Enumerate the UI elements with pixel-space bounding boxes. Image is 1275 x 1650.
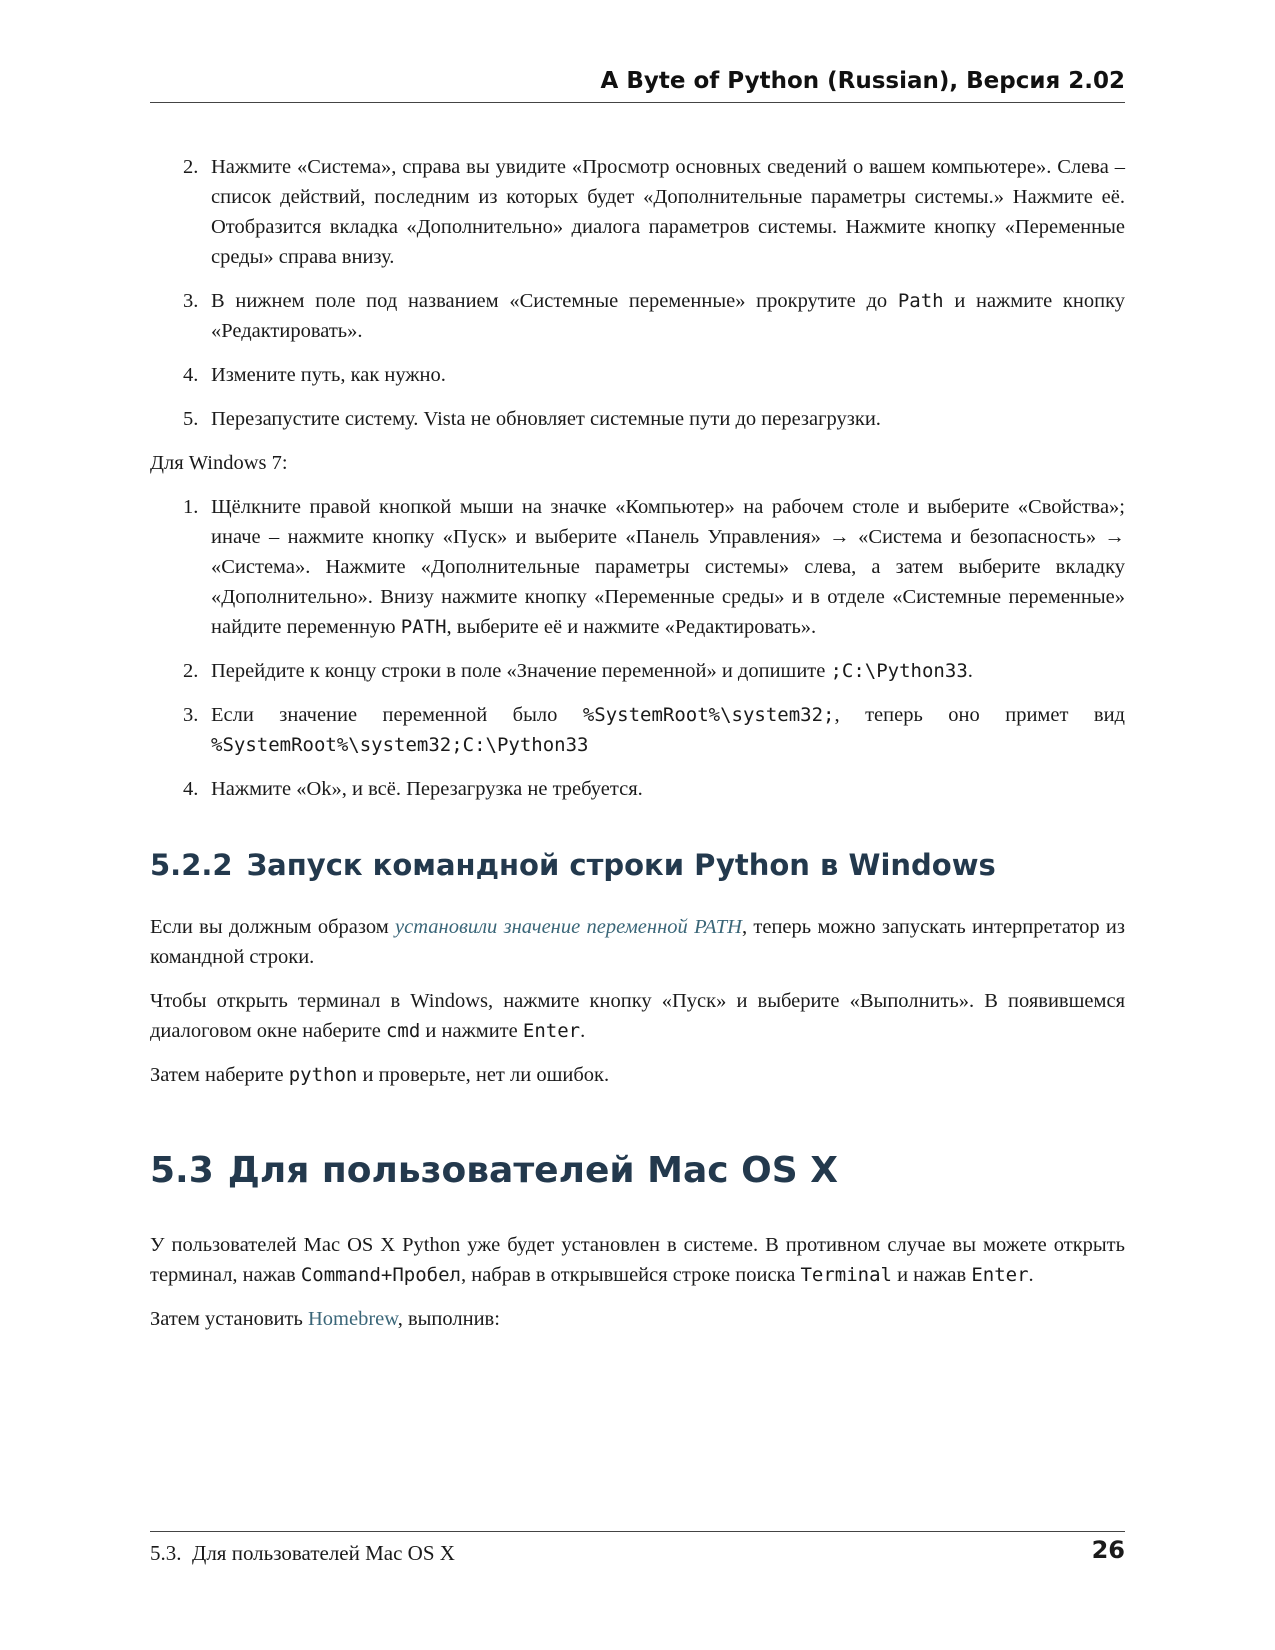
- text-run: .: [1028, 1264, 1034, 1286]
- text-run: Нажмите «Система», справа вы увидите «Просмотр основных сведений о вашем компьютере». Слева – список действий, последним из которых будет «Дополнительные параметры системы.» Нажмите её. Отобразится вкладка «Дополнительно» диалога параметров системы. Нажмите кнопку «Переменные среды» справа внизу.: [211, 156, 1125, 268]
- list-item: [150, 774, 1125, 804]
- homebrew-link[interactable]: Homebrew: [307, 1308, 398, 1330]
- list-item: [150, 492, 1125, 642]
- windows7-steps-list: [150, 492, 1125, 804]
- windows7-label: Для Windows 7:: [150, 452, 288, 474]
- inline-code: %SystemRoot%\system32;: [582, 704, 835, 726]
- text-run: и нажмите: [420, 1020, 523, 1042]
- paragraph: [150, 1304, 1125, 1334]
- section-number: 5.3: [150, 1150, 214, 1191]
- text-run: Нажмите «Ok», и всё. Перезагрузка не требуется.: [211, 778, 643, 800]
- paragraph: [150, 1230, 1125, 1290]
- text-run: , выберите её и нажмите «Редактировать».: [446, 616, 817, 638]
- section-title: Запуск командной строки Python в Windows: [246, 848, 996, 882]
- inline-code: Enter: [971, 1264, 1029, 1286]
- text-run: Перейдите к концу строки в поле «Значение переменной» и допишите: [211, 660, 831, 682]
- text-run: В нижнем поле под названием «Системные переменные» прокрутите до: [211, 290, 898, 312]
- text-run: и нажав: [891, 1264, 972, 1286]
- inline-code: %SystemRoot%\system32;C:\Python33: [211, 734, 589, 756]
- text-run: .: [967, 660, 973, 682]
- running-header: A Byte of Python (Russian), Версия 2.02: [600, 68, 1125, 94]
- text-run: Щёлкните правой кнопкой мыши на значке «Компьютер» на рабочем столе и выберите «Свойства»; иначе – нажмите кнопку «Пуск» и выберите «Панель Управления» → «Система и безопасность» → «Система». Нажмите «Дополнительные параметры системы» слева, а затем выберите вкладку «Дополнительно». Внизу нажмите кнопку «Переменные среды» и в отделе «Системные переменные» найдите переменную: [211, 496, 1125, 638]
- text-run: Измените путь, как нужно.: [211, 364, 446, 386]
- list-item-number: 4.: [183, 778, 199, 800]
- text-run: , теперь можно запускать интерпретатор из командной строки.: [150, 916, 1125, 968]
- text-run: , набрав в открывшейся строке поиска: [460, 1264, 801, 1286]
- text-run: Перезапустите систему. Vista не обновляет системные пути до перезагрузки.: [211, 408, 881, 430]
- text-run: и проверьте, нет ли ошибок.: [357, 1064, 610, 1086]
- section-5-2-2-body: [150, 912, 1125, 1090]
- document-page: [150, 0, 1125, 1650]
- text-run: , теперь оно примет вид: [834, 704, 1125, 726]
- list-item-number: 5.: [183, 408, 199, 430]
- list-item-number: 2.: [183, 156, 199, 178]
- text-run: Чтобы открыть терминал в Windows, нажмите кнопку «Пуск» и выберите «Выполнить». В появившемся диалоговом окне наберите: [150, 990, 1125, 1042]
- section-title: Для пользователей Mac OS X: [227, 1150, 838, 1191]
- footer-divider: [150, 1531, 1125, 1532]
- paragraph: [150, 1060, 1125, 1090]
- vista-steps-list: [150, 152, 1125, 434]
- text-run: Затем установить: [150, 1308, 308, 1330]
- page-number: 26: [1091, 1536, 1125, 1564]
- footer-section-title: 5.3. Для пользователей Mac OS X: [150, 1541, 455, 1565]
- list-item: [150, 152, 1125, 272]
- inline-code: cmd: [385, 1020, 421, 1042]
- list-item: [150, 360, 1125, 390]
- text-run: , выполнив:: [397, 1308, 500, 1330]
- header-divider: [150, 102, 1125, 103]
- section-heading-5-3: [150, 1150, 1125, 1192]
- list-item-number: 4.: [183, 364, 199, 386]
- list-item: [150, 286, 1125, 346]
- text-run: .: [580, 1020, 586, 1042]
- text-run: Если вы должным образом: [150, 916, 396, 938]
- inline-code: Terminal: [800, 1264, 892, 1286]
- text-run: Если значение переменной было: [211, 704, 583, 726]
- list-item: [150, 404, 1125, 434]
- paragraph: [150, 912, 1125, 972]
- text-run: Затем наберите: [150, 1064, 289, 1086]
- inline-code: python: [288, 1064, 358, 1086]
- inline-code: PATH: [400, 616, 447, 638]
- list-item: [150, 700, 1125, 760]
- paragraph: [150, 986, 1125, 1046]
- list-item-number: 1.: [183, 496, 199, 518]
- inline-code: Enter: [522, 1020, 581, 1042]
- inline-code: ;C:\Python33: [830, 660, 968, 682]
- page-content: [150, 152, 1125, 1348]
- section-heading-5-2-2: [150, 848, 1125, 882]
- section-5-3-body: [150, 1230, 1125, 1334]
- list-item-number: 3.: [183, 704, 199, 726]
- list-item: [150, 656, 1125, 686]
- inline-code: Path: [897, 290, 944, 312]
- section-number: 5.2.2: [150, 848, 233, 882]
- list-item-number: 2.: [183, 660, 199, 682]
- cross-reference-link[interactable]: установили значение переменной PATH: [395, 916, 742, 938]
- text-run: У пользователей Mac OS X Python уже будет установлен в системе. В противном случае вы можете открыть терминал, нажав: [150, 1234, 1125, 1286]
- inline-code: Command+Пробел: [300, 1264, 461, 1286]
- text-run: и нажмите кнопку «Редактировать».: [211, 290, 1125, 342]
- list-item-number: 3.: [183, 290, 199, 312]
